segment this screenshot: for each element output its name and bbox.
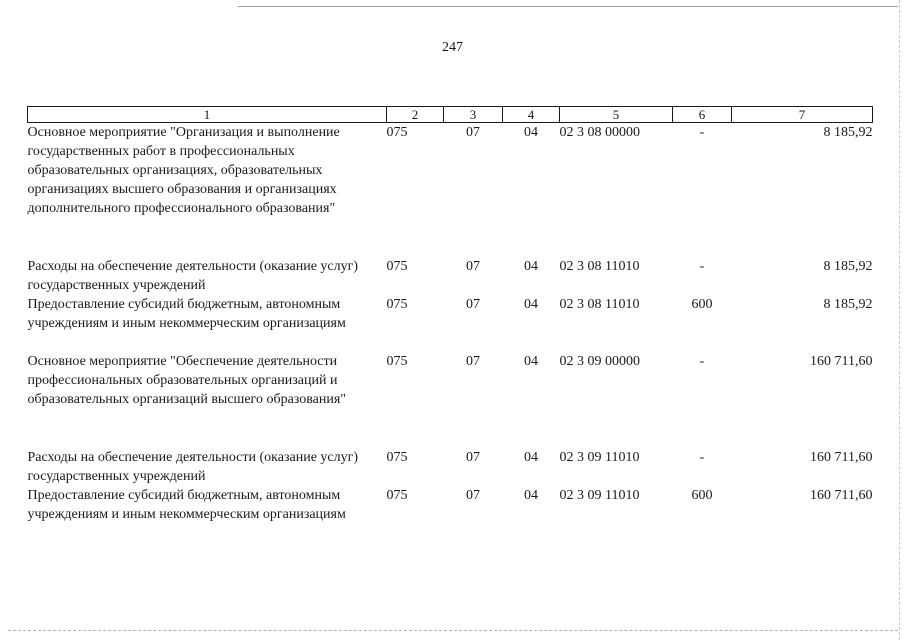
row-subsection: 04 [524, 259, 538, 274]
row-target-code: 02 3 09 11010 [559, 450, 640, 465]
header-col-5: 5 [560, 107, 673, 123]
page-edge [899, 0, 901, 640]
row-expense-type: - [699, 450, 705, 465]
row-code: 075 [386, 450, 408, 465]
header-col-1: 1 [28, 107, 387, 123]
row-sum: 160 711,60 [810, 354, 873, 369]
row-subsection: 04 [524, 450, 538, 465]
table-row [28, 295, 873, 352]
page-number: 247 [442, 40, 463, 55]
bottom-rule [8, 630, 898, 631]
row-code: 075 [386, 354, 408, 369]
row-name: Предоставление субсидий бюджетным, автономным учреждениям и иным некоммерческим организациям [27, 488, 346, 522]
row-section: 07 [466, 297, 480, 312]
row-subsection: 04 [524, 125, 538, 140]
table-row [28, 257, 873, 295]
row-section: 07 [466, 354, 480, 369]
row-sum: 8 185,92 [823, 125, 873, 140]
row-expense-type: - [699, 259, 705, 274]
row-target-code: 02 3 08 00000 [559, 125, 640, 140]
row-name: Основное мероприятие "Обеспечение деятельности профессиональных образовательных организаций и образовательных организаций высшего образования" [27, 354, 347, 407]
top-rule [238, 6, 898, 7]
row-target-code: 02 3 08 11010 [559, 259, 640, 274]
row-target-code: 02 3 08 11010 [559, 297, 640, 312]
row-section: 07 [466, 259, 480, 274]
row-expense-type: 600 [691, 488, 713, 503]
row-subsection: 04 [524, 354, 538, 369]
row-subsection: 04 [524, 297, 538, 312]
row-section: 07 [466, 488, 480, 503]
budget-table [27, 106, 873, 526]
header-col-6: 6 [673, 107, 732, 123]
row-sum: 160 711,60 [810, 450, 873, 465]
header-col-3: 3 [444, 107, 503, 123]
row-subsection: 04 [524, 488, 538, 503]
row-sum: 160 711,60 [810, 488, 873, 503]
row-code: 075 [386, 125, 408, 140]
row-expense-type: 600 [691, 297, 713, 312]
row-target-code: 02 3 09 11010 [559, 488, 640, 503]
row-expense-type: - [699, 354, 705, 369]
row-section: 07 [466, 125, 480, 140]
table-row [28, 486, 873, 526]
row-target-code: 02 3 09 00000 [559, 354, 640, 369]
row-section: 07 [466, 450, 480, 465]
row-sum: 8 185,92 [823, 259, 873, 274]
row-code: 075 [386, 488, 408, 503]
header-col-7: 7 [732, 107, 873, 123]
row-name: Расходы на обеспечение деятельности (оказание услуг) государственных учреждений [27, 259, 359, 293]
row-name: Предоставление субсидий бюджетным, автономным учреждениям и иным некоммерческим организациям [27, 297, 346, 331]
header-row [28, 107, 873, 123]
row-code: 075 [386, 259, 408, 274]
row-name: Основное мероприятие "Организация и выполнение государственных работ в профессиональных образовательных организациях, образовательных организациях высшего образования и организациях дополнительного профессионального образования" [27, 125, 340, 216]
header-col-4: 4 [503, 107, 560, 123]
row-code: 075 [386, 297, 408, 312]
table-row [28, 448, 873, 486]
header-col-2: 2 [387, 107, 444, 123]
row-expense-type: - [699, 125, 705, 140]
row-sum: 8 185,92 [823, 297, 873, 312]
table-row [28, 352, 873, 448]
table-row [28, 123, 873, 258]
row-name: Расходы на обеспечение деятельности (оказание услуг) государственных учреждений [27, 450, 359, 484]
